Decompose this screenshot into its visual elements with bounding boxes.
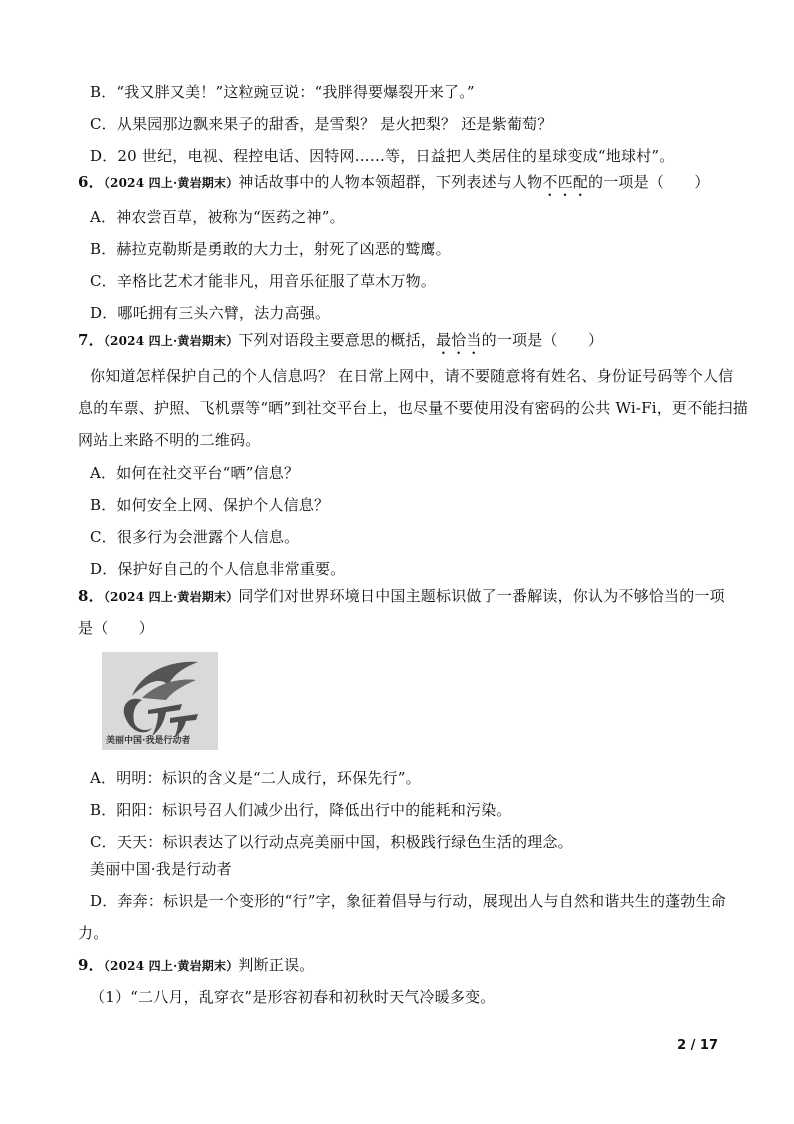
q6-option-a: A．神农尝百草，被称为“医药之神”。 [90, 208, 345, 226]
q7-option-c: C．很多行为会泄露个人信息。 [90, 528, 300, 546]
q7-stem-text: 下列对语段主要意思的概括， [238, 331, 437, 349]
q9-number: 9． [78, 956, 104, 974]
q6-option-d: D．哪吒拥有三头六臂，法力高强。 [90, 304, 331, 322]
q6-stem-emphasis: 不匹配 [542, 173, 589, 191]
environment-day-logo-image [102, 652, 218, 750]
q8-stem-line-1 [78, 586, 725, 607]
q7-source: （2024 四上·黄岩期末） [103, 334, 239, 348]
q8-stem-line-2: 是（ ） [78, 619, 155, 637]
q9-stem [78, 955, 314, 976]
logo-caption-text: 美丽中国·我是行动者 [106, 736, 191, 746]
q6-option-b: B．赫拉克勒斯是勇敢的大力士，射死了凶恶的鹫鹰。 [90, 240, 451, 258]
q7-option-b: B．如何安全上网、保护个人信息？ [90, 496, 330, 514]
q7-passage-line-2: 息的车票、护照、飞机票等“晒”到社交平台上，也尽量不要使用没有密码的公共 Wi-Fi，更不能扫描 [78, 399, 748, 417]
q5-option-d: D．20 世纪，电视、程控电话、因特网……等，日益把人类居住的星球变成“地球村”。 [90, 147, 675, 165]
page-number: 2 / 17 [677, 1038, 718, 1053]
q7-option-d: D．保护好自己的个人信息非常重要。 [90, 560, 346, 578]
q8-option-c: C．天天：标识表达了以行动点亮美丽中国，积极践行绿色生活的理念。 [90, 833, 573, 851]
q7-stem [78, 330, 603, 358]
q7-stem-emphasis: 最恰当 [436, 331, 482, 349]
q5-option-b: B．“我又胖又美！”这粒豌豆说：“我胖得要爆裂开来了。” [90, 83, 475, 101]
q8-option-d-line-2: 力。 [78, 924, 109, 942]
q8-option-d-line-1: D．奔奔：标识是一个变形的“行”字，象征着倡导与行动，展现出人与自然和谐共生的蓬勃生命 [90, 892, 726, 910]
q8-option-a: A．明明：标识的含义是“二人成行，环保先行”。 [90, 769, 421, 787]
q7-number: 7． [78, 331, 104, 349]
q8-source: （2024 四上·黄岩期末） [103, 590, 239, 604]
q9-stem-text: 判断正误。 [238, 956, 315, 974]
q8-extra-text: 美丽中国·我是行动者 [90, 860, 232, 878]
q8-option-b: B．阳阳：标识号召人们减少出行，降低出行中的能耗和污染。 [90, 801, 512, 819]
q6-option-c: C．辛格比艺术才能非凡，用音乐征服了草木万物。 [90, 272, 437, 290]
q8-number: 8． [78, 587, 104, 605]
q9-item-1: （1）“二八月，乱穿衣”是形容初春和初秋时天气冷暖多变。 [90, 988, 496, 1006]
q7-stem-tail: 的一项是（ ） [481, 331, 604, 349]
q6-stem-text: 神话故事中的人物本领超群，下列表述与人物 [238, 173, 543, 191]
q6-source: （2024 四上·黄岩期末） [103, 176, 239, 190]
q6-stem-tail: 的一项是（ ） [588, 173, 710, 191]
q6-number: 6． [78, 173, 104, 191]
q6-stem [78, 172, 710, 200]
q7-option-a: A．如何在社交平台“晒”信息？ [90, 464, 300, 482]
q8-stem-text: 同学们对世界环境日中国主题标识做了一番解读，你认为不够恰当的一项 [238, 587, 725, 605]
q9-source: （2024 四上·黄岩期末） [103, 959, 239, 973]
q5-option-c: C．从果园那边飘来果子的甜香，是雪梨？ 是火把梨？ 还是紫葡萄？ [90, 115, 553, 133]
q7-passage-line-1: 你知道怎样保护自己的个人信息吗？ 在日常上网中，请不要随意将有姓名、身份证号码等个人信 [90, 367, 734, 385]
q7-passage-line-3: 网站上来路不明的二维码。 [78, 431, 261, 449]
